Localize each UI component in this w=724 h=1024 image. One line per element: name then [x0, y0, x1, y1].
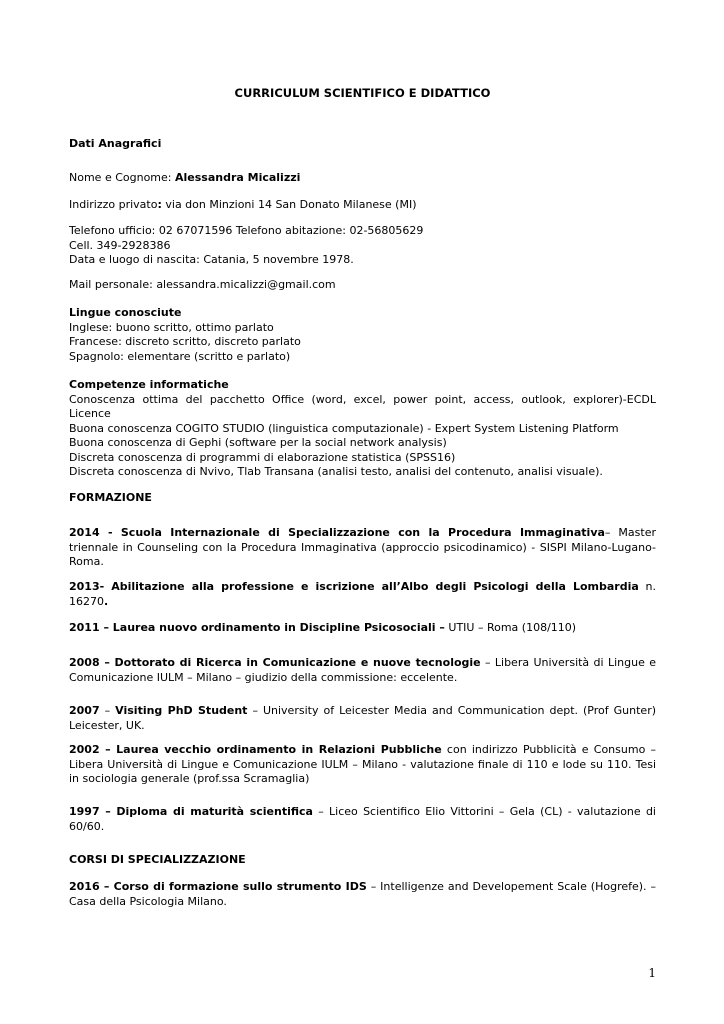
entry-detail: – Libera Università di Lingue e Comunicazione IULM – Milano – giudizio della commissione: eccelente. [69, 656, 656, 684]
corsi-heading: CORSI DI SPECIALIZZAZIONE [69, 853, 246, 866]
entry-title: 2002 – Laurea vecchio ordinamento in Relazioni Pubbliche [69, 743, 442, 756]
entry-title: 2011 – Laurea nuovo ordinamento in Discipline Psicosociali – [69, 621, 445, 634]
competenze-section [69, 378, 656, 480]
entry-year: 2007 [69, 704, 100, 717]
address-label: Indirizzo privato [69, 198, 158, 211]
entry-detail: – University of Leicester Media and Communication dept. (Prof Gunter) Leicester, UK. [69, 704, 657, 732]
name-value: Alessandra Micalizzi [174, 171, 301, 184]
page-number: 1 [648, 966, 656, 980]
document-title: CURRICULUM SCIENTIFICO E DIDATTICO [234, 86, 491, 100]
competenza-item: Buona conoscenza di Gephi (software per la social network analysis) [69, 436, 447, 449]
entry-title: 2016 – Corso di formazione sullo strumento IDS [69, 880, 367, 893]
contacts-block [69, 224, 656, 268]
formazione-entry [69, 621, 656, 636]
entry-dash: – [99, 704, 116, 717]
competenza-item: Discreta conoscenza di programmi di elaborazione statistica (SPSS16) [69, 450, 456, 464]
lingua-item: Francese: discreto scritto, discreto parlato [69, 335, 301, 348]
entry-title: 2014 - Scuola Internazionale di Specializzazione con la Procedura Immaginativa [69, 526, 605, 539]
entry-title: 1997 – Diploma di maturità scientifica [69, 805, 313, 818]
lingua-item: Spagnolo: elementare (scritto e parlato) [69, 349, 291, 363]
cv-page [69, 0, 656, 1024]
competenza-item: Discreta conoscenza di Nvivo, Tlab Transana (analisi testo, analisi del contenuto, analisi visuale). [69, 465, 603, 478]
entry-title: 2013- Abilitazione alla professione e iscrizione all’Albo degli Psicologi della Lombardia [69, 580, 639, 593]
competenza-item: Conoscenza ottima del pacchetto Office (word, excel, power point, access, outlook, explorer)-ECDL Licence [69, 392, 656, 420]
entry-title: Visiting PhD Student [115, 704, 248, 717]
birth-line: Data e luogo di nascita: Catania, 5 novembre 1978. [69, 253, 354, 266]
formazione-heading: FORMAZIONE [69, 491, 152, 504]
lingue-section [69, 306, 656, 364]
entry-tail: . [104, 594, 109, 608]
mail-line: Mail personale: alessandra.micalizzi@gmail.com [69, 278, 336, 291]
cell-line: Cell. 349-2928386 [69, 238, 171, 252]
address-value: via don Minzioni 14 San Donato Milanese (MI) [161, 198, 417, 211]
entry-detail: – Master triennale in Counseling con la Procedura Immaginativa (approccio psicodinamico) - SISPI Milano-Lugano-Roma. [69, 526, 657, 568]
phone-line: Telefono ufficio: 02 67071596 Telefono abitazione: 02-56805629 [69, 224, 424, 237]
lingua-item: Inglese: buono scritto, ottimo parlato [69, 320, 274, 334]
entry-detail: n. 16270 [69, 580, 657, 608]
competenza-item: Buona conoscenza COGITO STUDIO (linguistica computazionale) - Expert System Listening Platform [69, 421, 619, 435]
corsi-entry [69, 880, 656, 909]
address-line [69, 198, 656, 213]
lingue-heading: Lingue conosciute [69, 306, 182, 319]
formazione-entry [69, 526, 656, 570]
entry-detail: – Liceo Scientifico Elio Vittorini – Gela (CL) - valutazione di 60/60. [69, 805, 656, 833]
formazione-entry [69, 805, 656, 834]
formazione-entry [69, 656, 656, 685]
address-colon: : [157, 198, 162, 211]
formazione-entry [69, 580, 656, 609]
entry-title: 2008 – Dottorato di Ricerca in Comunicazione e nuove tecnologie [69, 656, 481, 669]
entry-detail: UTIU – Roma (108/110) [444, 621, 577, 634]
entry-detail: – Intelligenze and Developement Scale (Hogrefe). – Casa della Psicologia Milano. [69, 880, 656, 908]
anagrafica-heading: Dati Anagrafici [69, 137, 162, 150]
formazione-entry [69, 704, 656, 733]
formazione-entry [69, 743, 656, 787]
competenze-heading: Competenze informatiche [69, 378, 229, 391]
name-label: Nome e Cognome: [69, 171, 175, 184]
entry-detail: con indirizzo Pubblicità e Consumo – Libera Università di Lingue e Comunicazione IULM – Milano - valutazione finale di 110 e lode su 110. Tesi in sociologia generale (prof.ssa Scramaglia) [69, 743, 656, 785]
name-line [69, 171, 656, 186]
